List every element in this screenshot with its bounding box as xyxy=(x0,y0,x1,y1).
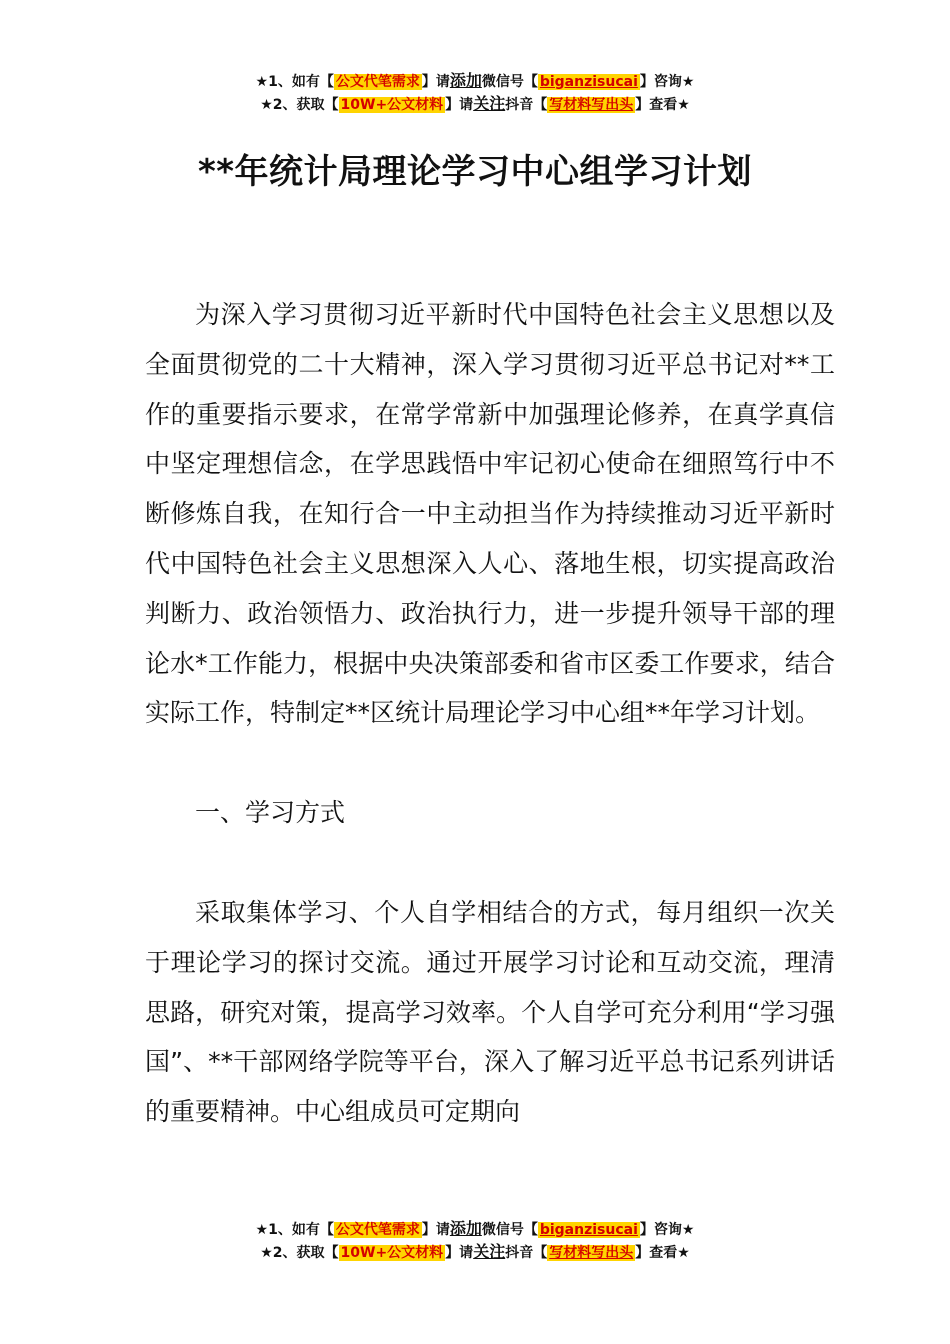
banner-highlight-service: 公文代笔需求 xyxy=(335,1222,420,1238)
banner-line-2 xyxy=(0,1241,950,1264)
banner-text: ★2、获取【 xyxy=(260,1245,339,1261)
banner-text: 微信号【 xyxy=(481,1222,538,1238)
banner-text: 抖音【 xyxy=(505,97,548,113)
document-title: **年统计局理论学习中心组学习计划 xyxy=(197,152,753,192)
banner-text: 】请 xyxy=(421,74,450,90)
banner-text: ★1、如有【 xyxy=(255,1222,334,1238)
banner-emphasis: 关注 xyxy=(473,1242,506,1261)
banner-text: 】咨询★ xyxy=(639,74,695,90)
intro-paragraph: 为深入学习贯彻习近平新时代中国特色社会主义思想以及全面贯彻党的二十大精神，深入学习贯彻习近平总书记对**工作的重要指示要求，在常学常新中加强理论修养，在真学真信中坚定理想信念，在学思践悟中牢记初心使命在细照笃行中不断修炼自我，在知行合一中主动担当作为持续推动习近平新时代中国特色社会主义思想深入人心、落地生根，切实提高政治判断力、政治领悟力、政治执行力，进一步提升领导干部的理论水*工作能力，根据中央决策部委和省市区委工作要求，结合实际工作，特制定**区统计局理论学习中心组**年学习计划。 xyxy=(145,300,835,728)
section-heading: 一、学习方式 xyxy=(195,798,346,828)
banner-text: ★2、获取【 xyxy=(260,97,339,113)
document-body xyxy=(145,290,835,1137)
banner-highlight-wechat: biganzisucai xyxy=(539,1222,638,1238)
banner-text: 】请 xyxy=(421,1222,450,1238)
banner-highlight-materials: 10W+公文材料 xyxy=(340,97,444,113)
banner-line-2 xyxy=(0,93,950,116)
banner-emphasis: 添加 xyxy=(449,71,482,90)
footer-banner xyxy=(0,1218,950,1264)
banner-highlight-materials: 10W+公文材料 xyxy=(340,1245,444,1261)
banner-highlight-douyin: 写材料写出头 xyxy=(549,97,634,113)
banner-text: 】查看★ xyxy=(635,97,690,113)
banner-text: 】查看★ xyxy=(635,1245,690,1261)
banner-text: 】咨询★ xyxy=(639,1222,695,1238)
banner-highlight-service: 公文代笔需求 xyxy=(335,74,420,90)
banner-emphasis: 添加 xyxy=(449,1219,482,1238)
banner-highlight-wechat: biganzisucai xyxy=(539,74,638,90)
banner-text: 微信号【 xyxy=(481,74,538,90)
banner-text: 】请 xyxy=(445,97,474,113)
banner-line-1 xyxy=(0,70,950,93)
banner-text: 】请 xyxy=(445,1245,474,1261)
banner-emphasis: 关注 xyxy=(473,94,506,113)
section-paragraph: 采取集体学习、个人自学相结合的方式，每月组织一次关于理论学习的探讨交流。通过开展学习讨论和互动交流，理清思路，研究对策，提高学习效率。个人自学可充分利用“学习强国”、**干部网络学院等平台，深入了解习近平总书记系列讲话的重要精神。中心组成员可定期向 xyxy=(145,897,835,1127)
banner-line-1 xyxy=(0,1218,950,1241)
banner-text: 抖音【 xyxy=(505,1245,548,1261)
banner-text: ★1、如有【 xyxy=(255,74,334,90)
header-banner xyxy=(0,70,950,116)
banner-highlight-douyin: 写材料写出头 xyxy=(549,1245,634,1261)
